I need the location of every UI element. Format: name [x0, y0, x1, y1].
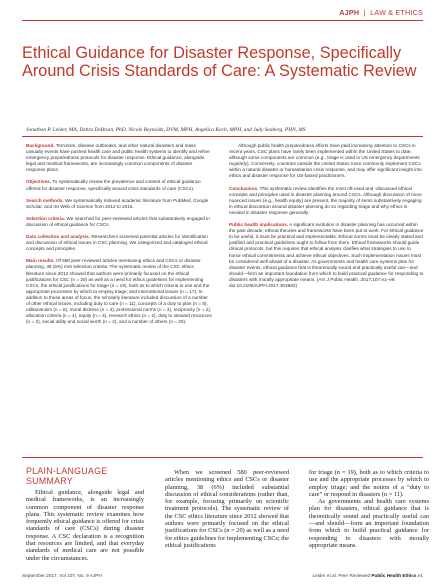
abstract-text: To systematically review the prevalence and content of ethical guidance offered for disaster response, specifically around crisis standards of care (CSCs). [26, 179, 201, 191]
plain-language-summary-title: PLAIN-LANGUAGE SUMMARY [26, 466, 108, 486]
abstract-main-results [26, 258, 213, 325]
abstract-objectives [26, 179, 213, 191]
journal-name: AJPH [339, 8, 360, 17]
abstract-text: This systematic review identifies the most oft-used and -discussed ethical concepts and principles used in disaster planning around CSCs. Although discussion of more nuanced issues (e.g., health equity) are present, the majority of items substantively engaging in ethical discussion around disaster planning do so regarding triage and why ethics is needed in disaster response generally. [229, 185, 422, 215]
abstract-column-left [26, 143, 213, 331]
abstract-text: A significant evolution in disaster planning has occurred within the past decade; ethical theories and frameworks have been put to work. For ethical guidance to be useful, it must be practical and implementable. Ethical norms must be clearly stated and justified and practical guidelines ought to follow from them. Ethical frameworks should guide clinical protocols, but this requires that ethical analysis clarifies what strategies to use to honor ethical commitments and achieve ethical objectives. Such implementation issues must be considered well ahead of a disaster. As governments and health care systems plan for disaster events, ethical guidance that is theoretically sound and practically useful can—and should—form an important foundation from which to build practical guidance for responding to disasters with morally appropriate means. (Am J Public Health. 2017;107:e1–e9. doi:10.2105/AJPH.2017.303882) [229, 222, 424, 288]
footer-authors: Leider et al. Peer Reviewed [312, 573, 372, 578]
abstract-heading: Background. [26, 143, 55, 148]
footer-right [313, 573, 423, 578]
abstract-text: Researchers screened potential articles for identification and discussion of ethical issues in CSC planning. We categorized and cataloged ethical concepts and principles. [26, 234, 208, 252]
abstract-heading: Data collection and analysis. [26, 234, 91, 240]
abstract-column-right [229, 143, 424, 295]
summary-paragraph: As governments and health care systems plan for disasters, ethical guidance that is theoretically sound and practically useful can—and should—form an important foundation from which to build practical guidance for responding to disasters with morally appropriate means. [309, 498, 429, 549]
summary-rule [22, 457, 423, 458]
abstract-heading: Selection criteria. [26, 215, 66, 221]
footer-issue: September 2017, Vol 107, No. 9 AJPH [22, 573, 102, 578]
abstract-data-collection [26, 234, 213, 252]
footer-section: Public Health Ethics [371, 573, 417, 578]
separator: | [361, 8, 368, 17]
abstract-heading: Search methods. [26, 197, 64, 203]
summary-paragraph: for triage (n = 19), both as to which criteria to use and the appropriate processes by which to employ triage; and the notion of a “duty to care” or respond in disasters (n = 11). [309, 469, 429, 498]
summary-column-3 [309, 466, 429, 549]
abstract-selection-criteria [26, 216, 213, 228]
summary-paragraph: Ethical guidance, alongside legal and medical frameworks, is an increasingly common component of disaster response plans. This systematic review examines how frequently ethical guidance is offered for crisis standards of care (CSCs) during disaster response. A CSC declaration is a recognition that resources are limited, and that everyday standards of medical care are not possible under the circumstances. [26, 489, 144, 562]
abstract-search-methods [26, 198, 213, 210]
abstract-heading: Conclusions. [229, 185, 259, 191]
abstract-text: Of 580 peer-reviewed articles mentioning ethics and CSCs or disaster planning, 38 (6%) met selection criteria. The systematic review of the CSC ethics literature since 2012 showed that authors were primarily focused on the ethical justifications for CSC (n = 20) as well as a need for ethics guidelines for implementing CSCs; the ethical justifications for triage (n = 19), both as to which criteria to use and the appropriate processes by which to employ triage; and international issues (n = 17). In addition to these areas of focus, the scholarly literature included discussion of a number of other ethical issues, including duty to care (n = 11), concepts of a duty to plan (n = 8), utilitarianism (n = 8), moral distress (n = 4), professional norms (n = 3), reciprocity (n = 2), allocation criteria (n = 4), equity (n = 4), research ethics (n = 2), duty to steward resources (n = 2), social utility and social worth (n = 2), and a number of others (n = 20). [26, 258, 212, 325]
abstract-heading: Objectives. [26, 179, 52, 185]
abstract-results-continued: Although public health preparedness efforts have paid increasing attention to CSCs in recent years, CSC plans have rarely been implemented within the United States to date, although some components are common (e.g., triage is used in US emergency departments regularly). Conversely, countries outside the United States more commonly implement CSCs within a natural disaster or humanitarian crisis response, and may offer significant insight into ethics and disaster response for US-based practitioners. [229, 143, 422, 179]
summary-column-2 [165, 466, 289, 549]
article-title: Ethical Guidance for Disaster Response, Specifically Around Crisis Standards of Care: A Systematic Review [22, 44, 417, 81]
authors-rule [22, 136, 423, 137]
abstract-heading: Public health implications. [229, 222, 289, 228]
abstract-background [26, 143, 213, 173]
abstract-conclusions [229, 186, 424, 216]
abstract-text: We searched for peer-reviewed articles that substantively engaged in discussion of ethical guidance for CSCs. [26, 215, 210, 227]
abstract-implications [229, 222, 424, 289]
journal-section-tag [339, 8, 423, 17]
footer-page-number: e1 [416, 573, 423, 578]
abstract-text: Terrorism, disease outbreaks, and other natural disasters and mass casualty events have pushed health care and public health systems to identify and refine emergency preparedness protocols for disaster response. Ethical guidance, alongside legal and medical frameworks, are increasingly common components of disaster response plans. [26, 143, 210, 173]
abstract-text: We systematically indexed academic literature from PubMed, Google Scholar, and ISI Web of Science from 2012 to 2016. [26, 197, 209, 209]
header-rule [22, 20, 423, 21]
abstract-heading: Main results. [26, 258, 55, 264]
article-authors: Jonathon P. Leider, MA, Debra DeBruin, PhD, Nicole Reynolds, DVM, MPH, Angelica Koch, MPH, and Judy Seaberg, PHN, MS [26, 127, 306, 133]
summary-paragraph: When we screened 580 peer-reviewed articles mentioning ethics and CSCs or disaster planning, 38 (6%) included substantial discussion of ethical considerations (rather than, for example, focusing primarily on scientific treatment protocols). The systematic review of the CSC ethics literature since 2012 showed that authors were primarily focused on the ethical justifications for CSCs (n = 20) as well as a need for ethics guidelines for implementing CSCs; the ethical justifications [165, 469, 289, 549]
section-name: LAW & ETHICS [370, 8, 423, 17]
journal-header [0, 8, 445, 22]
summary-column-1 [26, 466, 144, 562]
